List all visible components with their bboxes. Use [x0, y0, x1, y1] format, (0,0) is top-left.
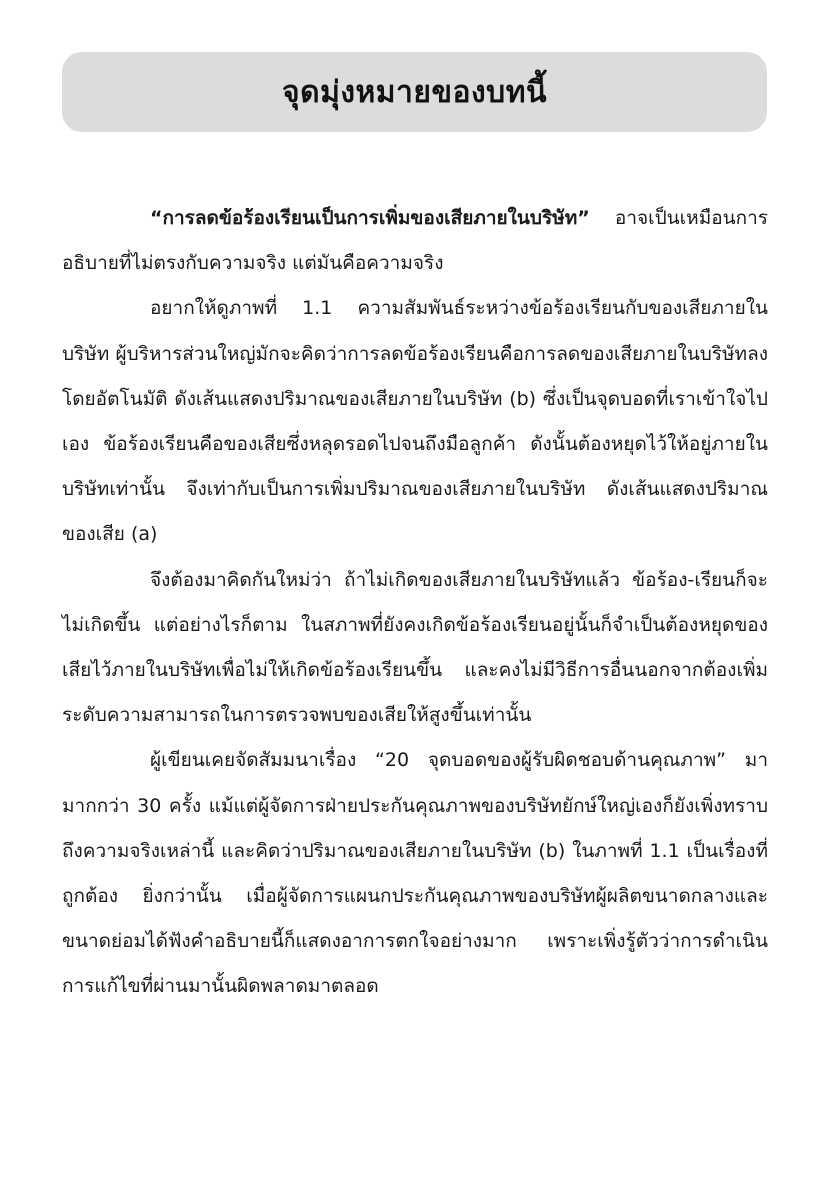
- paragraph-2: อยากให้ดูภาพที่ 1.1 ความสัมพันธ์ระหว่างข้อร้องเรียนกับของเสียภายในบริษัท ผู้บริหารส่วนใหญ่มักจะคิดว่าการลดข้อร้องเรียนคือการลดของเสียภายในบริษัทลงโดยอัตโนมัติ ดังเส้นแสดงปริมาณของเสียภายในบริษัท (b) ซึ่งเป็นจุดบอดที่เราเข้าใจไปเอง ข้อร้องเรียนคือของเสียซึ่งหลุดรอดไปจนถึงมือลูกค้า ดังนั้นต้องหยุดไว้ให้อยู่ภายในบริษัทเท่านั้น จึงเท่ากับเป็นการเพิ่มปริมาณของเสียภายในบริษัท ดังเส้นแสดงปริมาณของเสีย (a): [62, 297, 768, 546]
- page-title: จุดมุ่งหมายของบทนี้: [282, 74, 547, 110]
- lead-quote: “การลดข้อร้องเรียนเป็นการเพิ่มของเสียภายในบริษัท”: [150, 207, 590, 229]
- paragraph-3: จึงต้องมาคิดกันใหม่ว่า ถ้าไม่เกิดของเสียภายในบริษัทแล้ว ข้อร้อง-เรียนก็จะไม่เกิดขึ้น แต่อย่างไรก็ตาม ในสภาพที่ยังคงเกิดข้อร้องเรียนอยู่นั้นก็จำเป็นต้องหยุดของเสียไว้ภายในบริษัทเพื่อไม่ให้เกิดข้อร้องเรียนขึ้น และคงไม่มีวิธีการอื่นนอกจากต้องเพิ่มระดับความสามารถในการตรวจพบของเสียให้สูงขึ้นเท่านั้น: [62, 568, 768, 727]
- paragraph-1: [62, 196, 768, 286]
- paragraph-4: ผู้เขียนเคยจัดสัมมนาเรื่อง “20 จุดบอดของผู้รับผิดชอบด้านคุณภาพ” มามากกว่า 30 ครั้ง แม้แต่ผู้จัดการฝ่ายประกันคุณภาพของบริษัทยักษ์ใหญ่เองก็ยังเพิ่งทราบถึงความจริงเหล่านี้ และคิดว่าปริมาณของเสียภายในบริษัท (b) ในภาพที่ 1.1 เป็นเรื่องที่ถูกต้อง ยิ่งกว่านั้น เมื่อผู้จัดการแผนกประกันคุณภาพของบริษัทผู้ผลิตขนาดกลางและขนาดย่อมได้ฟังคำอธิบายนี้ก็แสดงอาการตกใจอย่างมาก เพราะเพิ่งรู้ตัวว่าการดำเนินการแก้ไขที่ผ่านมานั้นผิดพลาดมาตลอด: [62, 749, 768, 998]
- paragraph-1-text: อาจเป็นเหมือนการอธิบายที่ไม่ตรงกับความจริง แต่มันคือความจริง: [62, 207, 768, 275]
- document-body: [62, 196, 768, 1010]
- chapter-objective-header: [62, 52, 767, 132]
